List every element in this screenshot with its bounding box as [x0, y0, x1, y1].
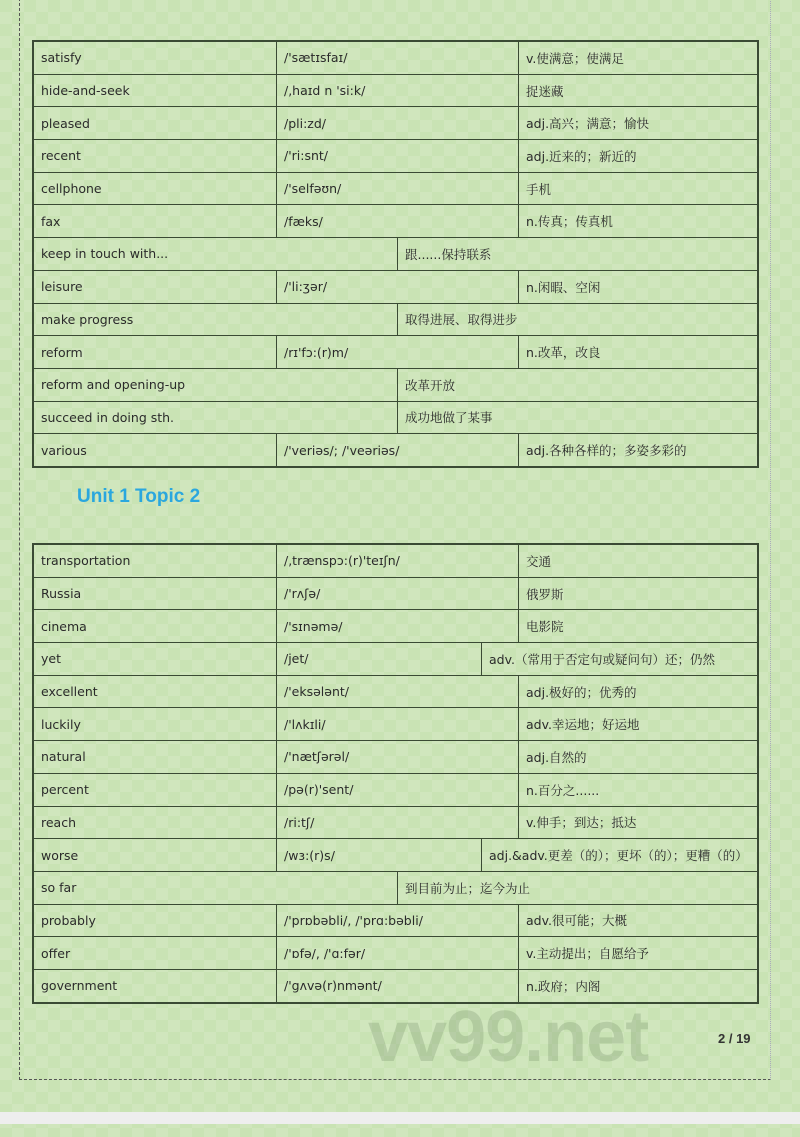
phonetic-cell: /ri:tʃ/ — [276, 807, 518, 839]
table-row — [34, 336, 757, 369]
phonetic-cell: /'rʌʃə/ — [276, 578, 518, 610]
phonetic-cell: /jet/ — [276, 643, 481, 675]
meaning-cell: 捉迷藏 — [518, 75, 761, 107]
phonetic-cell: /wɜ:(r)s/ — [276, 839, 481, 871]
meaning-cell: 跟......保持联系 — [397, 238, 761, 270]
word-cell: natural — [41, 749, 86, 765]
watermark: vv99.net — [368, 997, 649, 1077]
phonetic-cell: /'veriəs/; /'veəriəs/ — [276, 434, 518, 466]
table-row — [34, 872, 757, 905]
meaning-cell: n.百分之...... — [518, 774, 761, 806]
word-cell: succeed in doing sth. — [41, 409, 175, 425]
table-row — [34, 140, 757, 173]
meaning-cell: adj.极好的；优秀的 — [518, 676, 761, 708]
word-cell: luckily — [41, 716, 81, 732]
word-cell: leisure — [41, 279, 83, 295]
table-row — [34, 173, 757, 206]
word-cell: government — [41, 978, 118, 994]
table-row — [34, 75, 757, 108]
meaning-cell: n.闲暇、空闲 — [518, 271, 761, 303]
word-cell: worse — [41, 847, 79, 863]
table-row — [34, 42, 757, 75]
table-row — [34, 610, 757, 643]
table-row — [34, 402, 757, 435]
meaning-cell: 电影院 — [518, 610, 761, 642]
meaning-cell: adv.（常用于否定句或疑问句）还；仍然 — [481, 643, 761, 675]
word-cell: cinema — [41, 618, 87, 634]
page-number: 2 / 19 — [718, 1031, 751, 1046]
word-cell: offer — [41, 945, 71, 961]
phonetic-cell: /'nætʃərəl/ — [276, 741, 518, 773]
word-cell: reach — [41, 814, 77, 830]
word-cell: percent — [41, 782, 89, 798]
phonetic-cell: /'selfəʊn/ — [276, 173, 518, 205]
table-row — [34, 676, 757, 709]
table-row — [34, 905, 757, 938]
meaning-cell: 手机 — [518, 173, 761, 205]
meaning-cell: 到目前为止；迄今为止 — [397, 872, 761, 904]
word-cell: cellphone — [41, 181, 102, 197]
word-cell: so far — [41, 880, 77, 896]
meaning-cell: n.政府；内阁 — [518, 970, 761, 1002]
table-row — [34, 708, 757, 741]
meaning-cell: adj.&adv.更差（的）；更坏（的）；更糟（的） — [481, 839, 761, 871]
table-row — [34, 304, 757, 337]
phonetic-cell: /pli:zd/ — [276, 107, 518, 139]
table-row — [34, 434, 757, 467]
phonetic-cell: /'lʌkɪli/ — [276, 708, 518, 740]
word-cell: hide-and-seek — [41, 83, 130, 99]
meaning-cell: adv.幸运地；好运地 — [518, 708, 761, 740]
phonetic-cell: /'sɪnəmə/ — [276, 610, 518, 642]
word-cell: excellent — [41, 684, 98, 700]
word-cell: reform — [41, 344, 83, 360]
word-cell: keep in touch with... — [41, 246, 169, 262]
table-row — [34, 839, 757, 872]
table-row — [34, 369, 757, 402]
phonetic-cell: /'ri:snt/ — [276, 140, 518, 172]
meaning-cell: 成功地做了某事 — [397, 402, 761, 434]
meaning-cell: 交通 — [518, 545, 761, 577]
phonetic-cell: /rɪ'fɔ:(r)m/ — [276, 336, 518, 368]
word-cell: fax — [41, 213, 61, 229]
phonetic-cell: /'sætɪsfaɪ/ — [276, 42, 518, 74]
phonetic-cell: /fæks/ — [276, 205, 518, 237]
meaning-cell: adj.自然的 — [518, 741, 761, 773]
meaning-cell: v.使满意；使满足 — [518, 42, 761, 74]
table-row — [34, 107, 757, 140]
meaning-cell: n.改革，改良 — [518, 336, 761, 368]
meaning-cell: 改革开放 — [397, 369, 761, 401]
word-cell: Russia — [41, 586, 82, 602]
phonetic-cell: /,trænspɔ:(r)'teɪʃn/ — [276, 545, 518, 577]
vocab-table-2 — [32, 543, 759, 1004]
phonetic-cell: /'gʌvə(r)nmənt/ — [276, 970, 518, 1002]
phonetic-cell: /'prɒbəbli/, /'prɑ:bəbli/ — [276, 905, 518, 937]
table-row — [34, 271, 757, 304]
meaning-cell: 俄罗斯 — [518, 578, 761, 610]
word-cell: reform and opening-up — [41, 377, 186, 393]
meaning-cell: adj.高兴；满意；愉快 — [518, 107, 761, 139]
table-row — [34, 545, 757, 578]
phonetic-cell: /'eksələnt/ — [276, 676, 518, 708]
word-cell: transportation — [41, 553, 131, 569]
word-cell: satisfy — [41, 50, 82, 66]
word-cell: probably — [41, 912, 96, 928]
phonetic-cell: /pə(r)'sent/ — [276, 774, 518, 806]
word-cell: make progress — [41, 311, 134, 327]
table-row — [34, 937, 757, 970]
vocab-table-1 — [32, 40, 759, 468]
phonetic-cell: /,haɪd n 'si:k/ — [276, 75, 518, 107]
phonetic-cell: /'li:ʒər/ — [276, 271, 518, 303]
meaning-cell: adj.各种各样的；多姿多彩的 — [518, 434, 761, 466]
word-cell: recent — [41, 148, 81, 164]
phonetic-cell: /'ɒfə/, /'ɑ:fər/ — [276, 937, 518, 969]
table-row — [34, 205, 757, 238]
table-row — [34, 643, 757, 676]
meaning-cell: adv.很可能；大概 — [518, 905, 761, 937]
meaning-cell: v.伸手；到达；抵达 — [518, 807, 761, 839]
table-row — [34, 774, 757, 807]
meaning-cell: n.传真；传真机 — [518, 205, 761, 237]
meaning-cell: v.主动提出；自愿给予 — [518, 937, 761, 969]
table-row — [34, 741, 757, 774]
word-cell: various — [41, 442, 87, 458]
meaning-cell: 取得进展、取得进步 — [397, 304, 761, 336]
word-cell: pleased — [41, 115, 90, 131]
section-heading: Unit 1 Topic 2 — [77, 486, 201, 507]
table-row — [34, 578, 757, 611]
table-row — [34, 238, 757, 271]
meaning-cell: adj.近来的；新近的 — [518, 140, 761, 172]
word-cell: yet — [41, 651, 61, 667]
table-row — [34, 807, 757, 840]
page-separator — [0, 1112, 800, 1124]
